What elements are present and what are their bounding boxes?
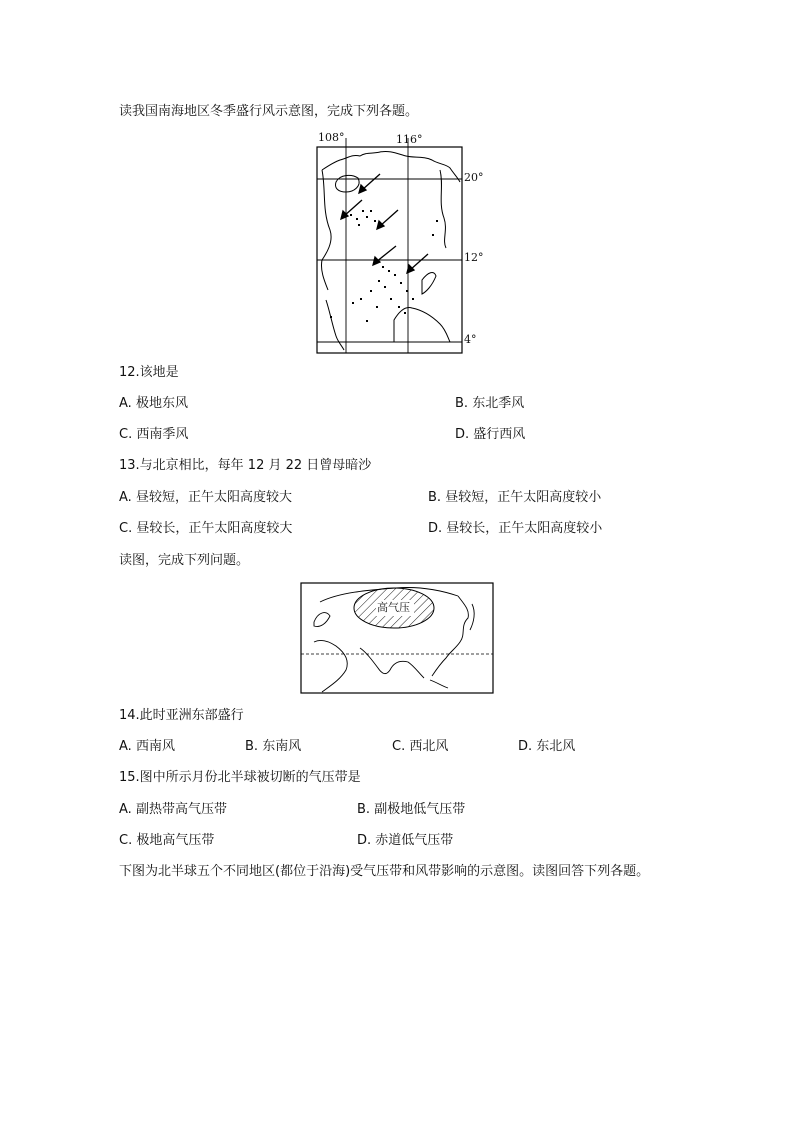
europe-outline — [314, 613, 330, 627]
q12-option-a[interactable]: A. 极地东风 — [119, 396, 188, 411]
malay-coast — [326, 300, 344, 350]
q12-option-c[interactable]: C. 西南季风 — [119, 427, 189, 442]
wind-arrows — [341, 174, 428, 273]
q14-option-b[interactable]: B. 东南风 — [245, 739, 302, 754]
south-asia-coast — [360, 648, 424, 678]
q15-option-c[interactable]: C. 极地高气压带 — [119, 833, 215, 848]
q13-option-a[interactable]: A. 昼较短，正午太阳高度较大 — [119, 490, 292, 505]
vietnam-coastline — [321, 170, 331, 290]
palawan-island — [422, 273, 436, 294]
asia-pressure-map — [300, 582, 494, 694]
q14-option-c[interactable]: C. 西北风 — [392, 739, 449, 754]
lon-108-label: 108° — [318, 131, 345, 144]
philippines-coast — [440, 170, 446, 248]
lat-12-label: 12° — [464, 251, 484, 264]
lat-20-label: 20° — [464, 171, 484, 184]
q12-option-b[interactable]: B. 东北季风 — [455, 396, 525, 411]
q12-option-d[interactable]: D. 盛行西风 — [455, 427, 526, 442]
intro-text-1: 读我国南海地区冬季盛行风示意图，完成下列各题。 — [119, 104, 419, 119]
q15-option-d[interactable]: D. 赤道低气压带 — [357, 833, 454, 848]
lat-4-label: 4° — [464, 333, 477, 346]
q15-stem: 15.图中所示月份北半球被切断的气压带是 — [119, 770, 361, 785]
q15-option-a[interactable]: A. 副热带高气压带 — [119, 802, 227, 817]
intro-text-3: 下图为北半球五个不同地区(都位于沿海)受气压带和风带影响的示意图。读图回答下列各题。 — [119, 864, 650, 879]
q14-option-d[interactable]: D. 东北风 — [518, 739, 576, 754]
japan-outline — [470, 604, 474, 630]
q13-option-d[interactable]: D. 昼较长，正午太阳高度较小 — [428, 521, 603, 536]
hainan-island — [335, 175, 359, 192]
q15-option-b[interactable]: B. 副极地低气压带 — [357, 802, 466, 817]
lon-116-label: 116° — [396, 133, 423, 146]
q13-stem: 13.与北京相比，每年 12 月 22 日曾母暗沙 — [119, 458, 372, 473]
china-coastline — [322, 151, 460, 182]
islands-coast — [430, 680, 448, 688]
q13-option-c[interactable]: C. 昼较长，正午太阳高度较大 — [119, 521, 293, 536]
south-china-sea-map-svg — [300, 130, 500, 358]
africa-arabia-coast — [314, 640, 347, 692]
q14-option-a[interactable]: A. 西南风 — [119, 739, 175, 754]
intro-text-2: 读图，完成下列问题。 — [119, 553, 250, 568]
q12-stem: 12.该地是 — [119, 365, 179, 380]
south-china-sea-map — [300, 130, 500, 358]
high-pressure-label: 高气压 — [377, 601, 410, 614]
east-asia-coast — [432, 596, 468, 676]
borneo-coast — [394, 308, 450, 343]
asia-pressure-map-svg — [300, 582, 494, 694]
q13-option-b[interactable]: B. 昼较短，正午太阳高度较小 — [428, 490, 602, 505]
q14-stem: 14.此时亚洲东部盛行 — [119, 708, 244, 723]
